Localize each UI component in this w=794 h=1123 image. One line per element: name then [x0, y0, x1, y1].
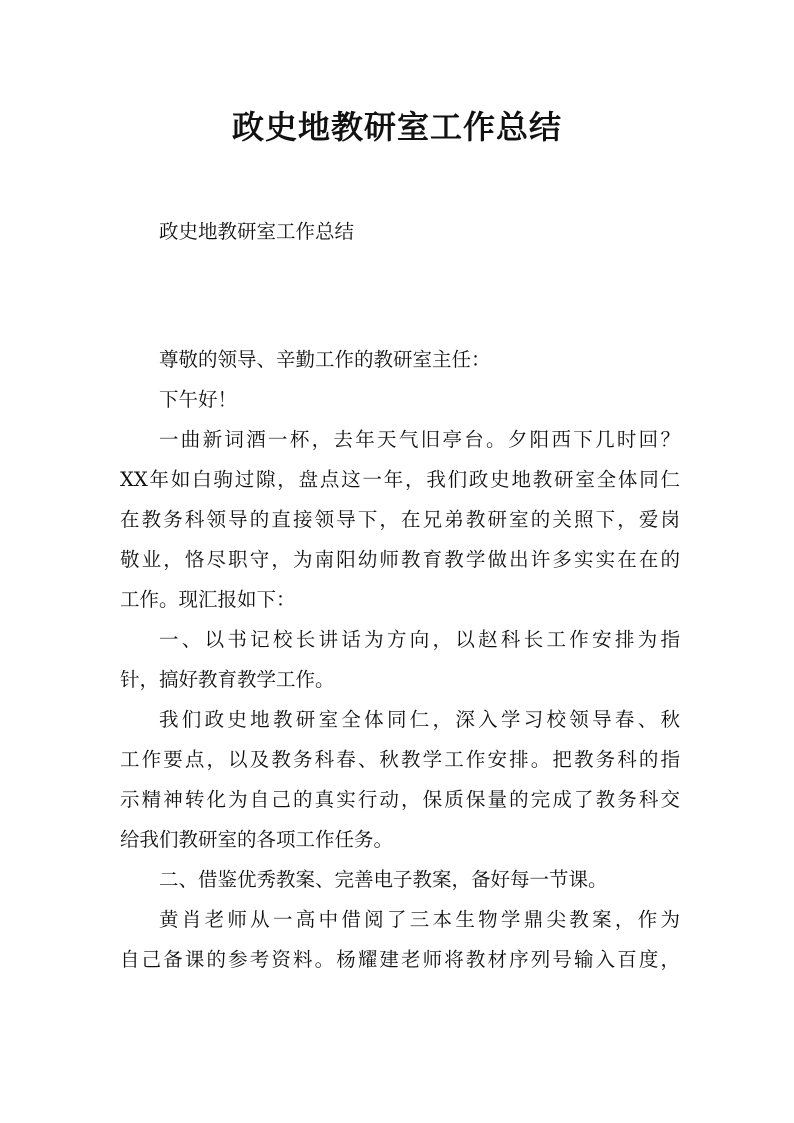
paragraph-line: 工作要点，以及教务科春、秋教学工作安排。把教务科的指 — [120, 748, 680, 771]
paragraph-line: 示精神转化为自己的真实行动，保质保量的完成了教务科交 — [120, 788, 680, 811]
document-title: 政史地教研室工作总结 — [231, 108, 562, 146]
paragraph-line: 在教务科领导的直接领导下，在兄弟教研室的关照下，爱岗 — [120, 508, 680, 531]
paragraph-line: XX年如白驹过隙，盘点这一年，我们政史地教研室全体同仁 — [120, 468, 680, 491]
paragraph-line: 二、借鉴优秀教案、完善电子教案，备好每一节课。 — [159, 868, 608, 891]
paragraph-line: 我们政史地教研室全体同仁，深入学习校领导春、秋 — [159, 708, 680, 731]
paragraph-line: 给我们教研室的各项工作任务。 — [120, 828, 394, 851]
paragraph-line: 工作。现汇报如下： — [120, 588, 296, 611]
paragraph-line: 针，搞好教育教学工作。 — [120, 668, 335, 691]
subtitle-text: 政史地教研室工作总结 — [159, 220, 355, 243]
paragraph-1 — [120, 420, 680, 620]
greeting: 下午好！ — [159, 388, 238, 411]
paragraph-line: 敬业，恪尽职守，为南阳幼师教育教学做出许多实实在在的 — [120, 548, 680, 571]
document-subtitle — [120, 212, 680, 252]
paragraph-line: 一曲新词酒一杯，去年天气旧亭台。夕阳西下几时回？ — [159, 428, 680, 451]
paragraph-4 — [120, 860, 680, 900]
paragraph-line: 一、以书记校长讲话为方向，以赵科长工作安排为指 — [159, 628, 680, 651]
paragraph-line: 黄肖老师从一高中借阅了三本生物学鼎尖教案，作为 — [159, 908, 680, 931]
paragraph-5 — [120, 900, 680, 980]
paragraph-2 — [120, 620, 680, 700]
paragraph-3 — [120, 700, 680, 860]
document-body — [120, 340, 680, 980]
paragraph-line: 自己备课的参考资料。杨耀建老师将教材序列号输入百度， — [120, 948, 680, 971]
salutation: 尊敬的领导、辛勤工作的教研室主任： — [159, 348, 491, 371]
